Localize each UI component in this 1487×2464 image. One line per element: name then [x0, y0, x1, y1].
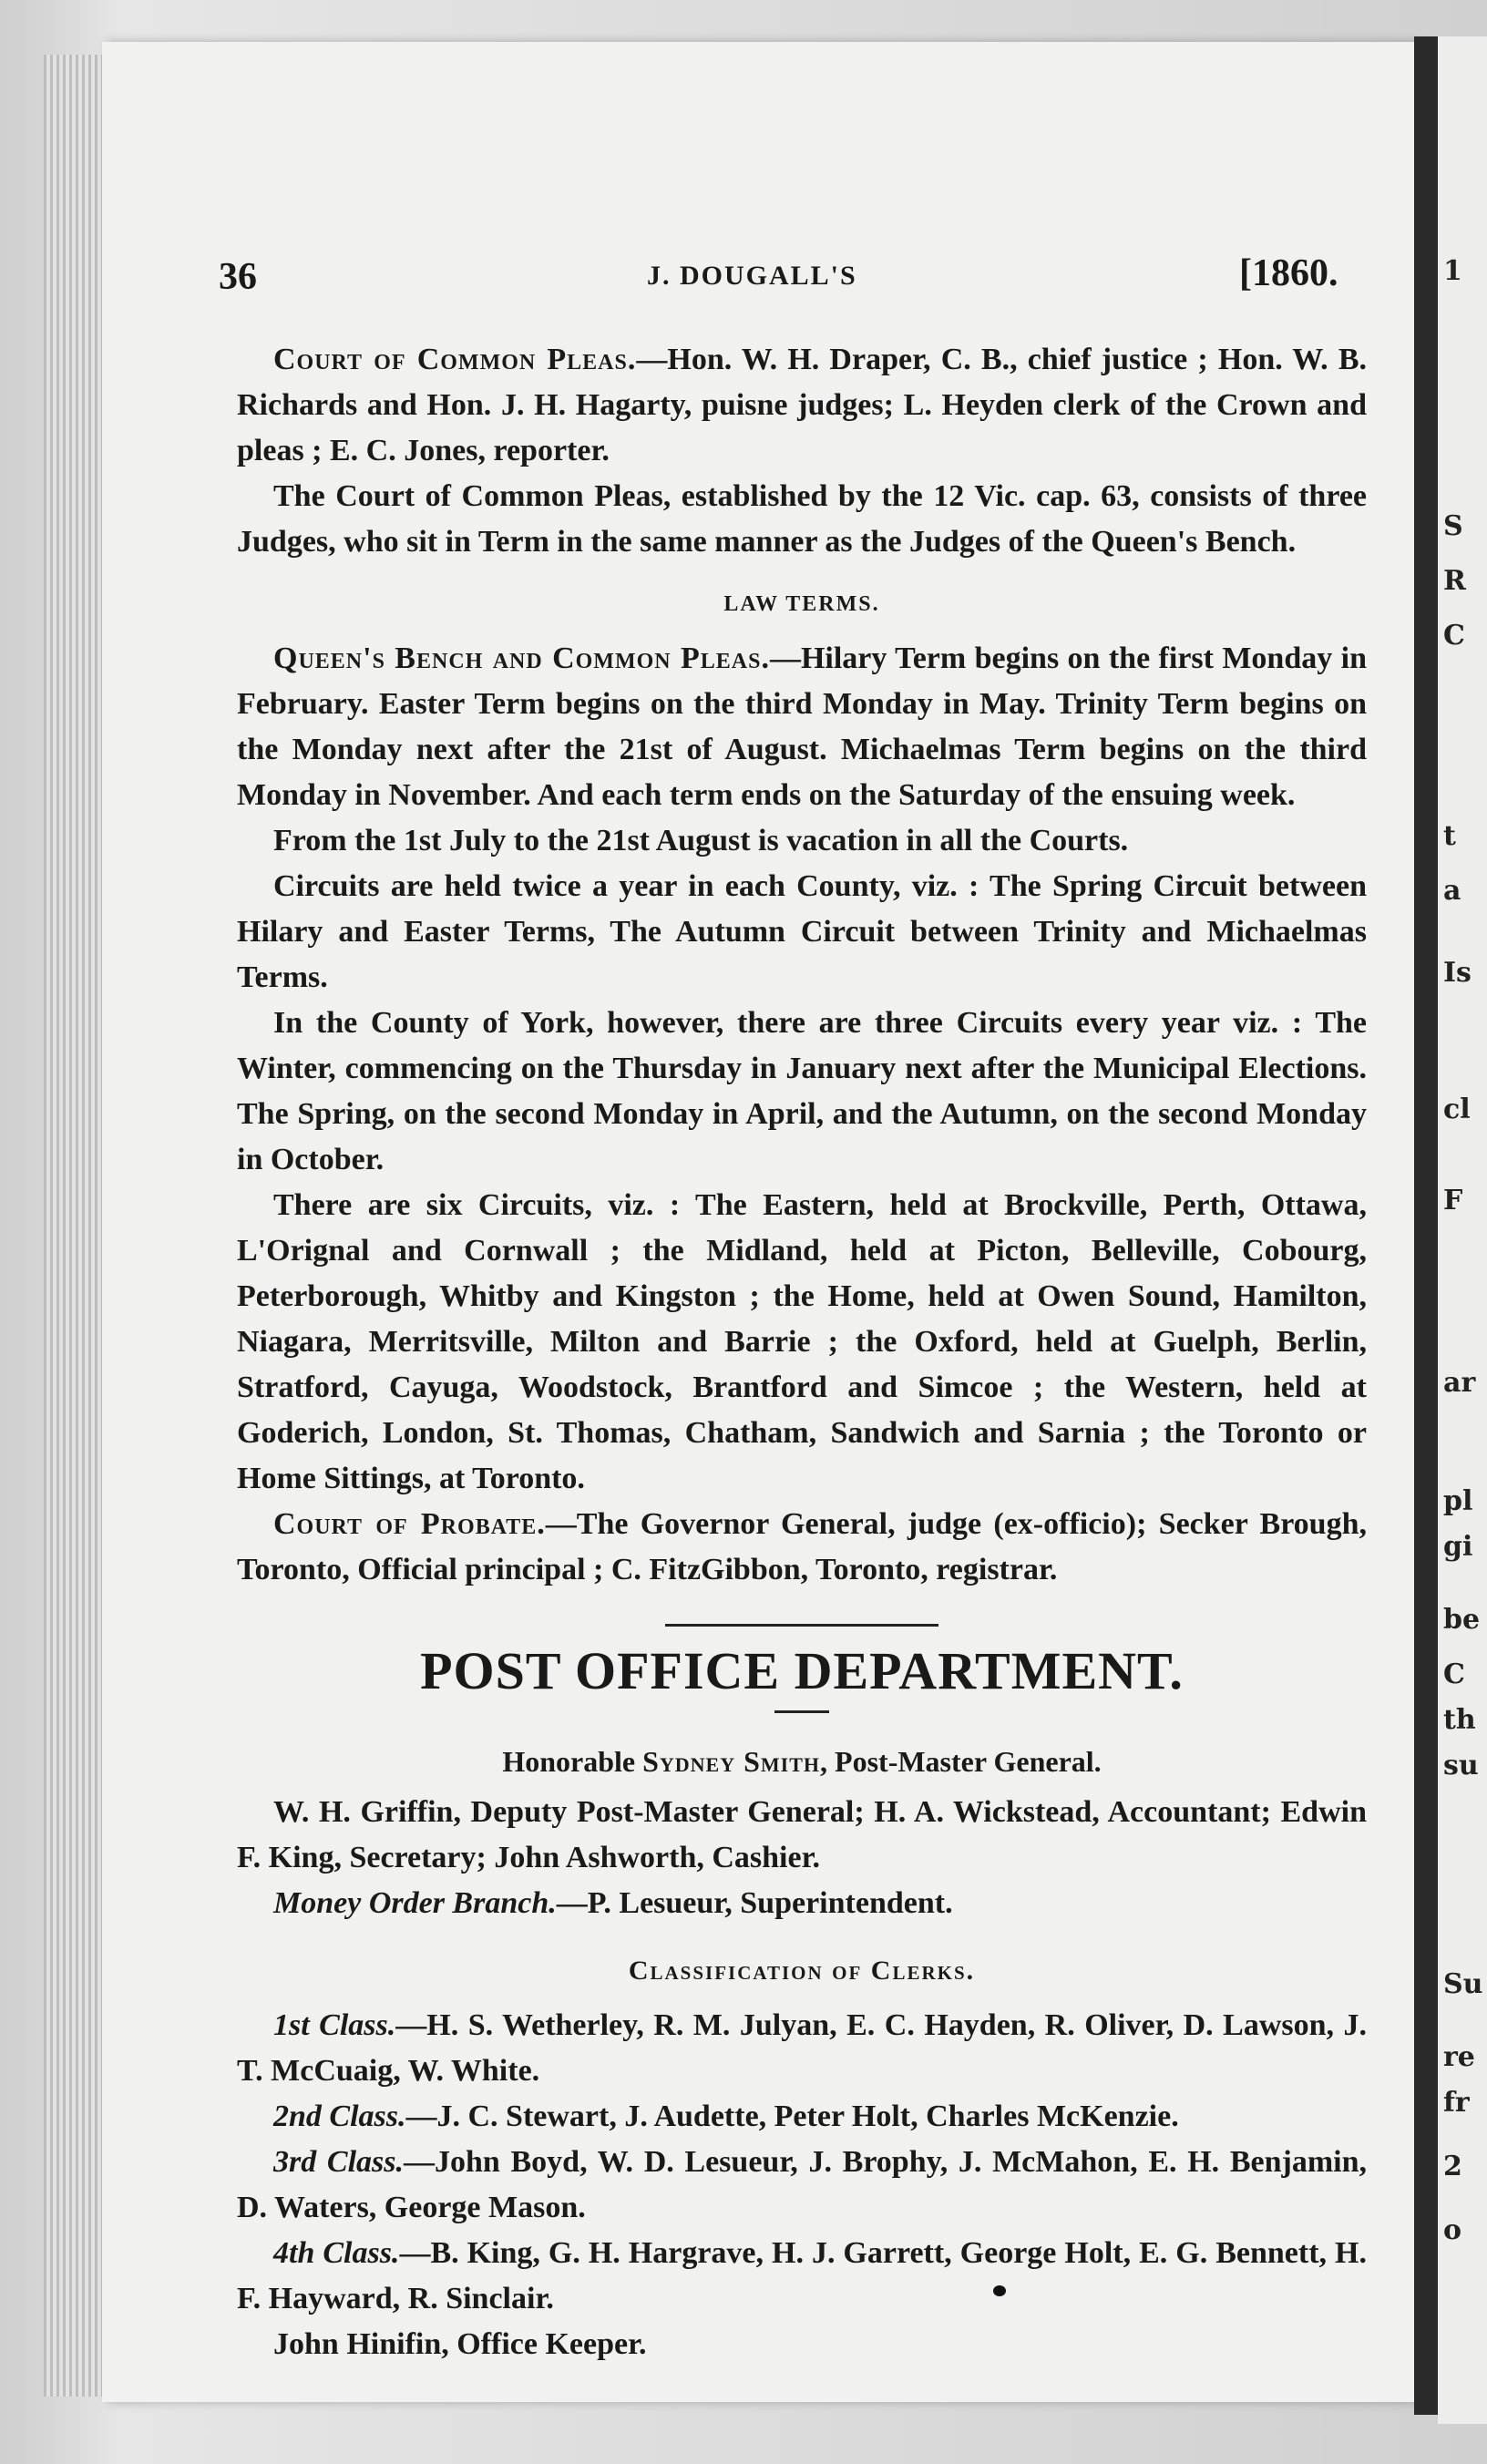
clerk-classes — [237, 2003, 1367, 2322]
year-label: [1860. — [1239, 252, 1338, 294]
facing-page-glyph: S — [1443, 510, 1463, 542]
money-order-paragraph — [237, 1881, 1367, 1926]
facing-page-glyph: fr — [1443, 2087, 1470, 2119]
facing-page-glyph: gi — [1443, 1531, 1473, 1563]
facing-page-glyph: C — [1443, 620, 1465, 652]
facing-page-glyph: o — [1443, 2214, 1462, 2246]
facing-page-glyph: re — [1443, 2041, 1475, 2073]
office-keeper-line: John Hinifin, Office Keeper. — [273, 2327, 647, 2361]
title-rule — [774, 1710, 829, 1713]
common-pleas-heading: Court of Common Pleas. — [273, 343, 637, 376]
facing-page-glyph: 1 — [1443, 255, 1462, 287]
facing-page-glyph: th — [1443, 1704, 1476, 1736]
facing-page-glyph: 2 — [1443, 2151, 1462, 2182]
money-order-label: Money Order Branch. — [273, 1886, 557, 1920]
facing-page-glyph: t — [1443, 820, 1456, 852]
clerk-class-paragraph — [237, 2094, 1367, 2140]
postmaster-name: Sydney Smith — [642, 1745, 821, 1778]
facing-page-glyph: F — [1443, 1185, 1463, 1217]
page-content — [137, 228, 1376, 2367]
terms-body: —Hilary Term begins on the first Monday in February. Easter Term begins on the third Monday in May. Trinity Term begins on the Monday next after the 21st of August. Michaelmas Term begins on the third Monday in November. And each term ends on the Saturday of the ensuing week. — [237, 642, 1367, 812]
post-office-title: POST OFFICE DEPARTMENT. — [420, 1641, 1184, 1700]
facing-page-fragment — [1438, 36, 1487, 2424]
facing-page-glyph: pl — [1443, 1485, 1473, 1517]
postmaster-line — [237, 1739, 1367, 1784]
law-terms-heading: LAW TERMS. — [723, 592, 880, 616]
facing-page-glyph: C — [1443, 1658, 1465, 1690]
facing-page-glyph: su — [1443, 1750, 1479, 1781]
common-pleas-paragraph — [237, 337, 1367, 474]
section-divider — [665, 1624, 938, 1627]
running-title: J. DOUGALL'S — [647, 261, 857, 291]
clerk-class-paragraph — [237, 2140, 1367, 2231]
article-body — [137, 337, 1367, 2367]
facing-page-glyph: cl — [1443, 1093, 1471, 1125]
clerk-class-label: 4th Class. — [273, 2236, 400, 2270]
facing-page-glyph: R — [1443, 565, 1466, 597]
terms-heading: Queen's Bench and Common Pleas. — [273, 642, 770, 675]
clerk-class-names: —J. C. Stewart, J. Audette, Peter Holt, Charles McKenzie. — [405, 2100, 1179, 2133]
circuits-paragraph: Circuits are held twice a year in each County, viz. : The Spring Circuit between Hilary and Easter Terms, The Autumn Circuit between Trinity and Michaelmas Terms. — [237, 869, 1367, 994]
page-number: 36 — [219, 256, 257, 298]
postmaster-suffix: , Post-Master General. — [820, 1745, 1102, 1778]
clerk-class-paragraph — [237, 2003, 1367, 2094]
facing-page-glyph: a — [1443, 875, 1461, 907]
ink-mark — [993, 2285, 1006, 2296]
staff-paragraph: W. H. Griffin, Deputy Post-Master General; H. A. Wickstead, Accountant; Edwin F. King, Secretary; John Ashworth, Cashier. — [237, 1795, 1367, 1874]
terms-paragraph — [237, 636, 1367, 818]
book-gutter — [1414, 36, 1438, 2415]
facing-page-glyph: Is — [1443, 957, 1472, 989]
classification-heading: Classification of Clerks. — [628, 1956, 976, 1986]
probate-paragraph — [237, 1502, 1367, 1593]
clerk-class-paragraph — [237, 2231, 1367, 2322]
probate-body: —The Governor General, judge (ex-officio); Secker Brough, Toronto, Official principal ; C. FitzGibbon, Toronto, registrar. — [237, 1507, 1367, 1586]
money-order-body: —P. Lesueur, Superintendent. — [556, 1886, 953, 1920]
six-circuits-paragraph: There are six Circuits, viz. : The Eastern, held at Brockville, Perth, Ottawa, L'Orignal and Cornwall ; the Midland, held at Picton, Belleville, Cobourg, Peterborough, Whitby and Kingston ; the Home, held at Owen Sound, Hamilton, Niagara, Merritsville, Milton and Barrie ; the Oxford, held at Guelph, Berlin, Stratford, Cayuga, Woodstock, Brantford and Simcoe ; the Western, held at Goderich, London, St. Thomas, Chatham, Sandwich and Sarnia ; the Toronto or Home Sittings, at Toronto. — [237, 1188, 1367, 1495]
clerk-class-names: —H. S. Wetherley, R. M. Julyan, E. C. Hayden, R. Oliver, D. Lawson, J. T. McCuaig, W. White. — [237, 2008, 1368, 2088]
clerk-class-label: 3rd Class. — [273, 2145, 404, 2179]
running-header — [137, 228, 1376, 301]
common-pleas-establishment: The Court of Common Pleas, established by the 12 Vic. cap. 63, consists of three Judges, who sit in Term in the same manner as the Judges of the Queen's Bench. — [237, 479, 1367, 559]
clerk-class-label: 2nd Class. — [273, 2100, 406, 2133]
clerk-class-label: 1st Class. — [273, 2008, 396, 2042]
facing-page-glyph: ar — [1443, 1367, 1476, 1399]
clerk-class-names: —B. King, G. H. Hargrave, H. J. Garrett, George Holt, E. G. Bennett, H. F. Hayward, R. Sinclair. — [237, 2236, 1367, 2315]
probate-heading: Court of Probate. — [273, 1507, 546, 1541]
clerk-class-names: —John Boyd, W. D. Lesueur, J. Brophy, J. McMahon, E. H. Benjamin, D. Waters, George Mason. — [237, 2145, 1367, 2224]
postmaster-prefix: Honorable — [502, 1745, 643, 1778]
york-circuits-paragraph: In the County of York, however, there are three Circuits every year viz. : The Winter, commencing on the Thursday in January next after the Municipal Elections. The Spring, on the second Monday in April, and the Autumn, on the second Monday in October. — [237, 1006, 1367, 1176]
facing-page-glyph: be — [1443, 1604, 1481, 1636]
vacation-paragraph: From the 1st July to the 21st August is vacation in all the Courts. — [273, 824, 1129, 857]
common-pleas-body: —Hon. W. H. Draper, C. B., chief justice ; Hon. W. B. Richards and Hon. J. H. Hagarty, puisne judges; L. Heyden clerk of the Crown and pleas ; E. C. Jones, reporter. — [237, 343, 1367, 467]
facing-page-glyph: Su — [1443, 1968, 1483, 2000]
